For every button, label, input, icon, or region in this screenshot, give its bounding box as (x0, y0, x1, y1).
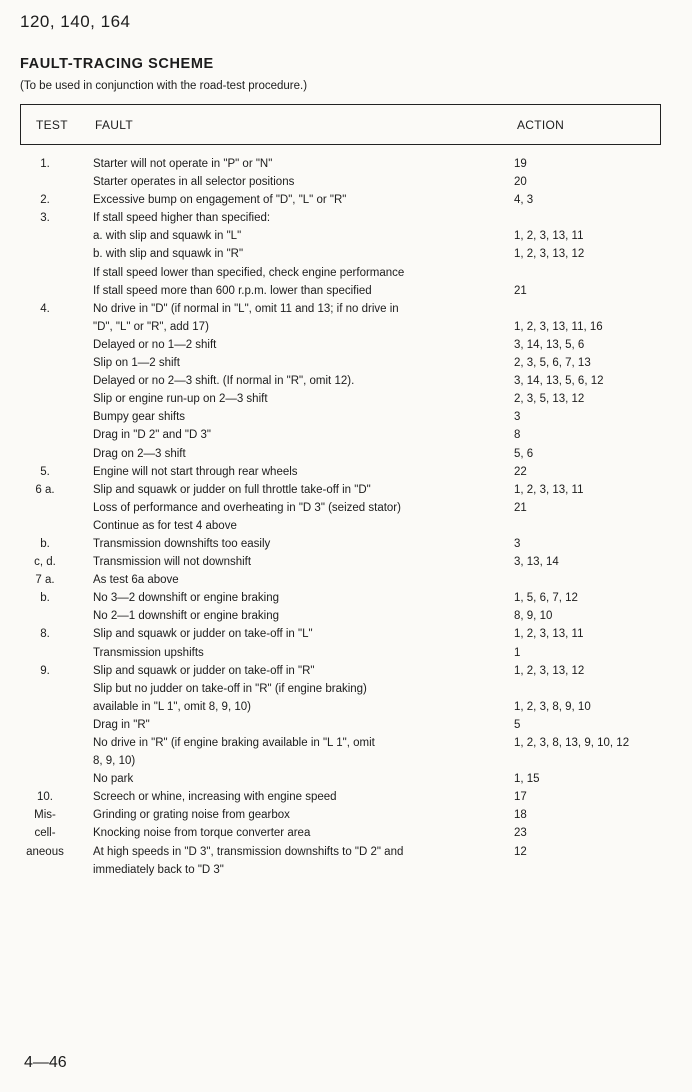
table-row (0, 734, 692, 752)
table-row (0, 824, 692, 842)
row-fault: Delayed or no 2—3 shift. (If normal in "R", omit 12). (93, 375, 355, 388)
row-test: 7 a. (35, 574, 55, 587)
row-fault: "D", "L" or "R", add 17) (93, 320, 209, 333)
row-action: 22 (514, 465, 527, 478)
row-fault: Grinding or grating noise from gearbox (93, 809, 290, 822)
row-action: 3 (514, 411, 521, 424)
row-fault: Slip and squawk or judder on take-off in "R" (93, 664, 315, 677)
row-test: 10. (37, 791, 53, 804)
row-action: 1, 2, 3, 13, 11, 16 (514, 320, 603, 333)
row-fault: Bumpy gear shifts (93, 411, 186, 424)
row-action: 8 (514, 429, 521, 442)
row-fault: Starter operates in all selector positions (93, 176, 295, 189)
row-fault: No 3—2 downshift or engine braking (93, 592, 280, 605)
row-action: 2, 3, 5, 13, 12 (514, 393, 585, 406)
row-action: 1, 2, 3, 8, 9, 10 (514, 700, 591, 713)
row-test: 1. (40, 158, 50, 170)
page-footer-number: 4—46 (24, 1054, 67, 1071)
table-row (0, 264, 692, 282)
table-row (0, 716, 692, 734)
table-row (0, 517, 692, 535)
row-fault: Excessive bump on engagement of "D", "L" or "R" (93, 194, 347, 207)
row-fault: At high speeds in "D 3", transmission downshifts to "D 2" and (93, 845, 404, 858)
row-action: 12 (514, 845, 527, 858)
table-row (0, 843, 692, 861)
row-fault: If stall speed lower than specified, check engine performance (93, 266, 405, 279)
row-action: 1, 15 (514, 773, 540, 786)
fault-table-body (0, 155, 692, 879)
row-fault: Loss of performance and overheating in "D 3" (seized stator) (93, 501, 401, 514)
table-row (0, 318, 692, 336)
row-action: 1 (514, 646, 521, 659)
table-row (0, 209, 692, 227)
row-test: 8. (40, 628, 50, 641)
table-row (0, 698, 692, 716)
column-header-action: ACTION (517, 118, 565, 132)
row-fault: Slip and squawk or judder on take-off in "L" (93, 628, 313, 641)
row-fault: Transmission upshifts (93, 646, 204, 659)
row-fault: Transmission will not downshift (93, 556, 252, 569)
table-row (0, 390, 692, 408)
row-fault: Slip on 1—2 shift (93, 357, 180, 370)
row-action: 3, 14, 13, 5, 6 (514, 338, 585, 351)
row-test: b. (40, 537, 50, 550)
table-row (0, 535, 692, 553)
row-fault: Knocking noise from torque converter area (93, 827, 311, 840)
column-header-fault: FAULT (95, 118, 133, 132)
table-row (0, 282, 692, 300)
page-title: FAULT-TRACING SCHEME (20, 56, 214, 72)
table-row (0, 300, 692, 318)
row-test: Mis- (34, 809, 56, 822)
row-fault: Screech or whine, increasing with engine speed (93, 791, 337, 804)
table-row (0, 245, 692, 263)
table-row (0, 861, 692, 879)
table-row (0, 553, 692, 571)
row-action: 21 (514, 284, 527, 297)
row-fault: available in "L 1", omit 8, 9, 10) (93, 700, 251, 713)
table-row (0, 445, 692, 463)
row-fault: Continue as for test 4 above (93, 519, 237, 532)
row-fault: No drive in "D" (if normal in "L", omit 11 and 13; if no drive in (93, 302, 399, 315)
table-row (0, 227, 692, 245)
row-fault: 8, 9, 10) (93, 755, 136, 768)
row-fault: b. with slip and squawk in "R" (93, 248, 244, 261)
row-action: 19 (514, 158, 527, 170)
row-action: 3, 14, 13, 5, 6, 12 (514, 375, 604, 388)
row-test: 6 a. (35, 483, 55, 496)
table-row (0, 752, 692, 770)
row-fault: Drag on 2—3 shift (93, 447, 186, 460)
table-row (0, 806, 692, 824)
row-test: cell- (34, 827, 56, 840)
row-action: 3, 13, 14 (514, 556, 559, 569)
table-row (0, 607, 692, 625)
row-action: 3 (514, 537, 521, 550)
row-test: 5. (40, 465, 50, 478)
row-test: 2. (40, 194, 50, 207)
table-row (0, 788, 692, 806)
page-subtitle: (To be used in conjunction with the road-test procedure.) (20, 80, 308, 92)
row-fault: Slip and squawk or judder on full throttle take-off in "D" (93, 483, 371, 496)
row-fault: No drive in "R" (if engine braking available in "L 1", omit (93, 737, 375, 749)
table-row (0, 589, 692, 607)
row-action: 1, 2, 3, 13, 12 (514, 664, 585, 677)
table-row (0, 644, 692, 662)
table-row (0, 680, 692, 698)
row-fault: No park (93, 773, 134, 786)
row-fault: If stall speed more than 600 r.p.m. lower than specified (93, 284, 372, 297)
table-row (0, 571, 692, 589)
row-fault: a. with slip and squawk in "L" (93, 230, 242, 243)
table-row (0, 191, 692, 209)
row-fault: Slip but no judder on take-off in "R" (if engine braking) (93, 682, 367, 695)
row-action: 5 (514, 718, 521, 731)
table-row (0, 372, 692, 390)
row-action: 23 (514, 827, 527, 840)
row-test: aneous (26, 845, 64, 858)
row-action: 1, 2, 3, 13, 12 (514, 248, 585, 261)
table-row (0, 625, 692, 643)
row-action: 1, 2, 3, 13, 11 (514, 230, 584, 243)
row-action: 21 (514, 501, 527, 514)
table-row (0, 481, 692, 499)
table-header (20, 104, 661, 145)
row-action: 5, 6 (514, 447, 534, 460)
row-test: 3. (40, 212, 50, 225)
row-fault: Starter will not operate in "P" or "N" (93, 158, 273, 170)
column-header-test: TEST (36, 118, 68, 132)
row-action: 8, 9, 10 (514, 610, 553, 623)
row-action: 1, 5, 6, 7, 12 (514, 592, 578, 605)
row-action: 18 (514, 809, 527, 822)
row-fault: immediately back to "D 3" (93, 863, 224, 876)
row-fault: Drag in "R" (93, 718, 150, 731)
row-action: 1, 2, 3, 13, 11 (514, 483, 584, 496)
table-row (0, 408, 692, 426)
row-action: 1, 2, 3, 13, 11 (514, 628, 584, 641)
row-action: 4, 3 (514, 194, 534, 207)
row-test: c, d. (34, 556, 56, 569)
row-fault: Drag in "D 2" and "D 3" (93, 429, 211, 442)
row-fault: As test 6a above (93, 574, 179, 587)
row-action: 2, 3, 5, 6, 7, 13 (514, 357, 591, 370)
table-row (0, 499, 692, 517)
table-row (0, 336, 692, 354)
row-test: 4. (40, 302, 50, 315)
table-row (0, 426, 692, 444)
table-row (0, 354, 692, 372)
table-row (0, 770, 692, 788)
row-test: b. (40, 592, 50, 605)
page-header-number: 120, 140, 164 (20, 12, 131, 31)
row-fault: No 2—1 downshift or engine braking (93, 610, 280, 623)
table-row (0, 155, 692, 173)
row-action: 20 (514, 176, 527, 189)
table-row (0, 662, 692, 680)
row-action: 17 (514, 791, 527, 804)
row-fault: If stall speed higher than specified: (93, 212, 271, 225)
row-fault: Transmission downshifts too easily (93, 537, 271, 550)
row-fault: Delayed or no 1—2 shift (93, 338, 217, 351)
table-row (0, 173, 692, 191)
table-row (0, 463, 692, 481)
row-fault: Engine will not start through rear wheels (93, 465, 298, 478)
row-fault: Slip or engine run-up on 2—3 shift (93, 393, 268, 406)
row-test: 9. (40, 664, 50, 677)
row-action: 1, 2, 3, 8, 13, 9, 10, 12 (514, 737, 630, 749)
